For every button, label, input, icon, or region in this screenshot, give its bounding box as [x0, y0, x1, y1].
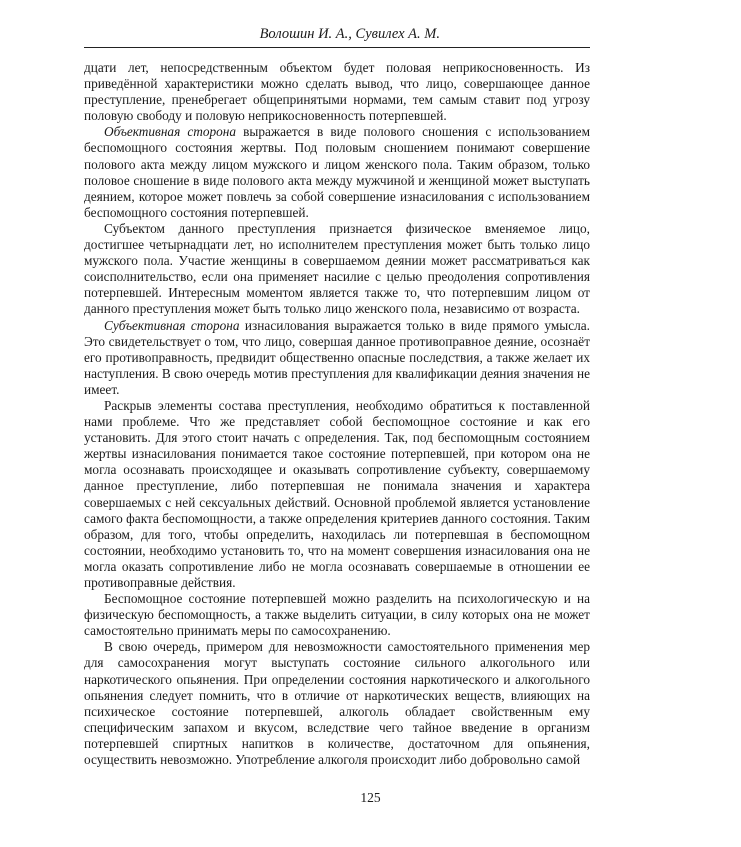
running-header-authors: Волошин И. А., Сувилех А. М.: [259, 26, 440, 42]
paragraph-1-text: дцати лет, непосредственным объектом будет половая неприкосновенность. Из приведённой характеристики можно сделать вывод, что лицо, совершающее данное преступление, пренебрегает общепринятыми нормами, тем самым ставит под угрозу половую свободу и половую неприкосновенность потерпевшей.: [84, 60, 590, 124]
paragraph-2-lead-term: Объективная сторона: [104, 124, 237, 140]
paragraph-6: [84, 591, 590, 639]
paragraph-1: [84, 60, 590, 124]
paragraph-4-lead-term: Субъективная сторона: [104, 317, 240, 333]
paragraph-7-text: В свою очередь, примером для невозможности самостоятельного применения мер для самосохранения могут выступать состояние сильного алкогольного или наркотического опьянения. При определении состояния наркотического и алкогольного опьянения следует помнить, что в отличие от наркотических веществ, влияющих на психическое состояние потерпевшей, алкоголь обладает свойственным ему специфическим запахом и вкусом, вследствие чего тайное введение в организм потерпевшей спиртных напитков в количестве, достаточном для опьянения, осуществить невозможно. Употребление алкоголя происходит либо добровольно самой: [84, 639, 590, 768]
paragraph-5-text: Раскрыв элементы состава преступления, необходимо обратиться к поставленной нами проблеме. Что же представляет собой беспомощное состояние и как его установить. Для этого стоит начать с определения. Так, под беспомощным состоянием жертвы изнасилования понимается такое состояние потерпевшей, при котором она не могла осознавать происходящее и оказывать сопротивление субъекту, совершаемому данное преступление, либо потерпевшая не понимала значения и характера совершаемых с ней сексуальных действий. Основной проблемой является установление самого факта беспомощности, а также определения критериев данного состояния. Таким образом, для того, чтобы определить, находилась ли потерпевшая в беспомощном состоянии, необходимо установить то, что на момент совершения изнасилования она не могла оказать сопротивление либо не могла осознавать совершаемые в отношении ее противоправные действия.: [84, 397, 590, 590]
paragraph-3-text: Субъектом данного преступления признается физическое вменяемое лицо, достигшее четырнадцати лет, но исполнителем преступления может быть только лицо мужского пола. Участие женщины в совершаемом деянии может рассматриваться как соисполнительство, если она применяет насилие с целью преодоления сопротивления потерпевшей. Интересным моментом является также то, что потерпевшим лицом от данного преступления может быть только лицо женского пола, независимо от возраста.: [84, 220, 590, 317]
body-text: [84, 60, 590, 768]
paragraph-2-text: выражается в виде полового сношения с использованием беспомощного состояния жертвы. Под половым сношением понимают совершение полового акта между лицом мужского и лицом женского пола. Таким образом, только половое сношение в виде полового акта между мужчиной и женщиной может выступать деянием, которое может повлечь за собой совершение изнасилования с использованием беспомощного состояния потерпевшей.: [84, 124, 590, 220]
paragraph-3: [84, 221, 590, 318]
paragraph-5: [84, 398, 590, 591]
paragraph-4-text: изнасилования выражается только в виде прямого умысла. Это свидетельствует о том, что лицо, совершая данное противоправное деяние, осознаёт его противоправность, предвидит общественно опасные последствия, а также желает их наступления. В свою очередь мотив преступления для квалификации деяния значения не имеет.: [84, 317, 590, 397]
page-number: 125: [360, 790, 381, 805]
header-divider: [84, 47, 590, 48]
paragraph-4: [84, 318, 590, 398]
paragraph-2: [84, 124, 590, 221]
paragraph-6-text: Беспомощное состояние потерпевшей можно разделить на психологическую и на физическую беспомощность, а также выделить ситуации, в силу которых она не может самостоятельно принимать меры по самосохранению.: [84, 591, 590, 639]
paragraph-7: [84, 639, 590, 768]
